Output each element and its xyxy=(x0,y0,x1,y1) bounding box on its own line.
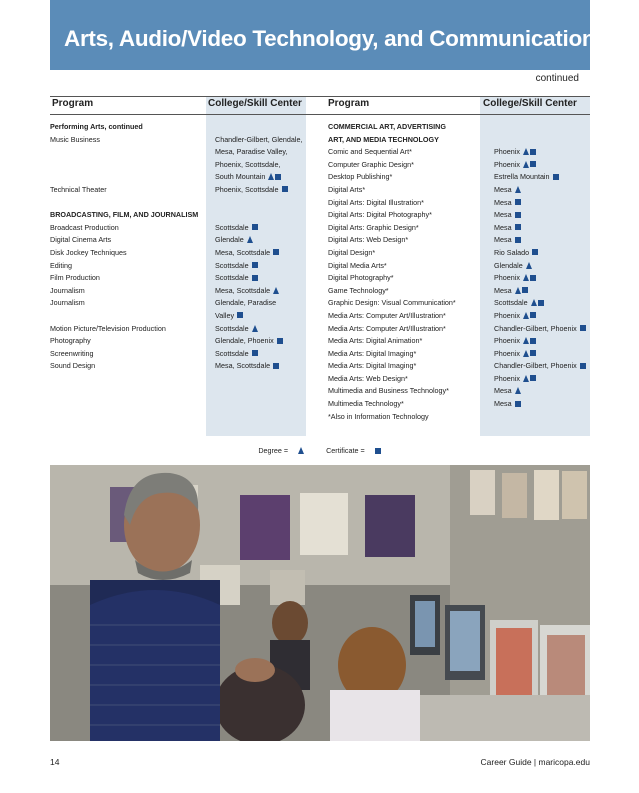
left-program-cell: Journalism xyxy=(50,285,85,295)
certificate-square-icon xyxy=(530,149,536,155)
college-name: Phoenix xyxy=(494,273,520,283)
college-name: Mesa xyxy=(494,210,512,220)
college-name: Scottsdale xyxy=(215,348,249,358)
title-banner xyxy=(50,0,608,70)
certificate-square-icon xyxy=(515,401,521,407)
degree-triangle-icon xyxy=(515,186,521,193)
right-program-cell: Digital Arts: Web Design* xyxy=(328,235,409,245)
right-program-cell: ART, AND MEDIA TECHNOLOGY xyxy=(328,134,439,144)
certificate-square-icon xyxy=(515,224,521,230)
college-name: Glendale, Paradise xyxy=(215,298,277,308)
right-program-cell: Digital Photography* xyxy=(328,273,394,283)
right-college-cell xyxy=(494,121,586,134)
right-college-cell xyxy=(494,146,586,159)
right-program-cell: Digital Media Arts* xyxy=(328,260,387,270)
college-name: Mesa xyxy=(494,222,512,232)
college-name: Mesa xyxy=(494,285,512,295)
right-program-cell: Media Arts: Web Design* xyxy=(328,373,408,383)
certificate-square-icon xyxy=(580,325,586,331)
college-name: South Mountain xyxy=(215,172,266,182)
right-program-cell: Digital Arts* xyxy=(328,184,366,194)
left-college-cell xyxy=(215,121,303,134)
degree-triangle-icon xyxy=(515,287,521,294)
right-college-cell xyxy=(494,260,586,273)
right-college-cell xyxy=(494,323,586,336)
right-program-column xyxy=(328,121,456,423)
right-college-cell xyxy=(494,360,586,373)
degree-triangle-icon xyxy=(523,375,529,382)
legend-degree-label: Degree = xyxy=(258,446,289,455)
right-college-cell xyxy=(494,348,586,361)
left-program-cell xyxy=(50,197,198,210)
left-college-cell xyxy=(215,222,303,235)
right-program-cell: Media Arts: Digital Imaging* xyxy=(328,361,417,371)
left-program-cell: Performing Arts, continued xyxy=(50,122,143,131)
left-program-cell xyxy=(50,159,198,172)
right-college-cell xyxy=(494,411,586,424)
right-program-cell: Media Arts: Digital Animation* xyxy=(328,336,423,346)
right-college-cell xyxy=(494,159,586,172)
degree-triangle-icon xyxy=(526,262,532,269)
left-college-cell xyxy=(215,260,303,273)
left-college-cell xyxy=(215,134,303,147)
left-college-cell xyxy=(215,285,303,298)
left-college-cell xyxy=(215,234,303,247)
left-program-column xyxy=(50,121,198,373)
left-college-cell xyxy=(215,184,303,197)
college-name: Chandler-Gilbert, Glendale, xyxy=(215,134,303,144)
right-program-cell: Media Arts: Digital Imaging* xyxy=(328,348,417,358)
left-college-cell xyxy=(215,335,303,348)
right-program-cell: Desktop Publishing* xyxy=(328,172,393,182)
left-college-cell xyxy=(215,348,303,361)
certificate-square-icon xyxy=(538,300,544,306)
certificate-square-icon xyxy=(375,448,381,454)
right-college-cell xyxy=(494,184,586,197)
college-name: Mesa xyxy=(494,184,512,194)
right-college-cell xyxy=(494,247,586,260)
right-college-cell xyxy=(494,335,586,348)
left-college-cell xyxy=(215,247,303,260)
left-college-cell xyxy=(215,297,303,310)
degree-triangle-icon xyxy=(273,287,279,294)
right-program-cell: Media Arts: Computer Art/Illustration* xyxy=(328,310,446,320)
table-header-rule xyxy=(50,114,590,115)
left-college-cell xyxy=(215,323,303,336)
degree-triangle-icon xyxy=(247,236,253,243)
college-name: Phoenix, Scottsdale xyxy=(215,184,279,194)
degree-triangle-icon xyxy=(252,325,258,332)
certificate-square-icon xyxy=(522,287,528,293)
right-program-cell: Game Technology* xyxy=(328,285,389,295)
degree-triangle-icon xyxy=(298,447,304,454)
page-title: Arts, Audio/Video Technology, and Communications xyxy=(64,26,608,51)
right-college-cell xyxy=(494,385,586,398)
college-name: Phoenix xyxy=(494,348,520,358)
left-program-cell: Technical Theater xyxy=(50,184,107,194)
right-program-cell: Digital Design* xyxy=(328,247,376,257)
college-name: Phoenix xyxy=(494,373,520,383)
college-name: Chandler-Gilbert, Phoenix xyxy=(494,361,577,371)
right-program-cell: Multimedia and Business Technology* xyxy=(328,386,449,396)
degree-triangle-icon xyxy=(523,148,529,155)
legend xyxy=(0,446,639,455)
classroom-photo xyxy=(50,465,590,741)
certificate-square-icon xyxy=(530,350,536,356)
left-program-cell: Screenwriting xyxy=(50,348,94,358)
right-college-cell xyxy=(494,171,586,184)
left-program-cell xyxy=(50,310,198,323)
right-program-cell: *Also in Information Technology xyxy=(328,411,429,421)
certificate-square-icon xyxy=(252,262,258,268)
college-name: Phoenix xyxy=(494,159,520,169)
right-program-cell: Multimedia Technology* xyxy=(328,399,404,409)
college-name: Glendale xyxy=(215,235,244,245)
certificate-square-icon xyxy=(252,224,258,230)
certificate-square-icon xyxy=(530,338,536,344)
college-name: Phoenix xyxy=(494,310,520,320)
left-program-cell xyxy=(50,146,198,159)
college-name: Scottsdale xyxy=(215,222,249,232)
right-college-cell xyxy=(494,398,586,411)
left-program-cell: Photography xyxy=(50,336,91,346)
left-program-cell: Broadcast Production xyxy=(50,222,119,232)
certificate-square-icon xyxy=(273,363,279,369)
left-program-cell: Journalism xyxy=(50,298,85,308)
left-program-cell: Motion Picture/Television Production xyxy=(50,323,166,333)
certificate-square-icon xyxy=(237,312,243,318)
college-name: Scottsdale xyxy=(215,260,249,270)
certificate-square-icon xyxy=(530,312,536,318)
certificate-square-icon xyxy=(553,174,559,180)
left-program-cell: Editing xyxy=(50,260,72,270)
degree-triangle-icon xyxy=(515,387,521,394)
college-name: Rio Salado xyxy=(494,247,530,257)
left-program-header: Program xyxy=(52,98,94,109)
legend-certificate-label: Certificate = xyxy=(326,446,365,455)
right-program-cell: Graphic Design: Visual Communication* xyxy=(328,298,456,308)
college-name: Mesa, Scottsdale xyxy=(215,361,271,371)
certificate-square-icon xyxy=(275,174,281,180)
college-name: Phoenix xyxy=(494,147,520,157)
continued-label: continued xyxy=(535,73,579,84)
college-name: Chandler-Gilbert, Phoenix xyxy=(494,323,577,333)
left-program-cell: Disk Jockey Techniques xyxy=(50,247,127,257)
right-college-cell xyxy=(494,285,586,298)
college-name: Mesa xyxy=(494,399,512,409)
college-name: Mesa, Scottsdale xyxy=(215,285,271,295)
certificate-square-icon xyxy=(530,375,536,381)
right-college-cell xyxy=(494,234,586,247)
certificate-square-icon xyxy=(515,212,521,218)
table-top-rule xyxy=(50,96,590,97)
degree-triangle-icon xyxy=(268,173,274,180)
right-college-cell xyxy=(494,272,586,285)
right-college-cell xyxy=(494,134,586,147)
certificate-square-icon xyxy=(515,199,521,205)
certificate-square-icon xyxy=(273,249,279,255)
left-college-column xyxy=(215,121,303,373)
college-name: Phoenix, Scottsdale, xyxy=(215,159,281,169)
college-name: Mesa, Paradise Valley, xyxy=(215,147,288,157)
college-name: Estrella Mountain xyxy=(494,172,550,182)
certificate-square-icon xyxy=(532,249,538,255)
right-college-header: College/Skill Center xyxy=(483,98,577,109)
certificate-square-icon xyxy=(530,161,536,167)
college-name: Phoenix xyxy=(494,336,520,346)
right-college-cell xyxy=(494,222,586,235)
left-college-cell xyxy=(215,310,303,323)
college-name: Scottsdale xyxy=(215,273,249,283)
certificate-square-icon xyxy=(252,275,258,281)
left-college-cell xyxy=(215,272,303,285)
certificate-square-icon xyxy=(580,363,586,369)
certificate-square-icon xyxy=(282,186,288,192)
college-name: Mesa xyxy=(494,197,512,207)
right-college-cell xyxy=(494,310,586,323)
right-college-cell xyxy=(494,197,586,210)
degree-triangle-icon xyxy=(531,299,537,306)
college-name: Mesa xyxy=(494,235,512,245)
certificate-square-icon xyxy=(530,275,536,281)
left-college-cell xyxy=(215,159,303,172)
right-program-header: Program xyxy=(328,98,370,109)
college-name: Valley xyxy=(215,310,235,320)
right-program-cell: Computer Graphic Design* xyxy=(328,159,414,169)
college-name: Glendale xyxy=(494,260,523,270)
left-college-header: College/Skill Center xyxy=(208,98,302,109)
left-college-cell xyxy=(215,360,303,373)
left-college-cell xyxy=(215,171,303,184)
right-college-column xyxy=(494,121,586,423)
page-number: 14 xyxy=(50,757,60,767)
degree-triangle-icon xyxy=(523,161,529,168)
left-program-cell: Sound Design xyxy=(50,361,96,371)
right-program-cell: Comic and Sequential Art* xyxy=(328,147,412,157)
college-name: Scottsdale xyxy=(494,298,528,308)
degree-triangle-icon xyxy=(523,337,529,344)
degree-triangle-icon xyxy=(523,350,529,357)
right-college-cell xyxy=(494,297,586,310)
left-program-cell: Music Business xyxy=(50,134,100,144)
college-name: Mesa xyxy=(494,386,512,396)
right-college-cell xyxy=(494,373,586,386)
right-program-cell: Digital Arts: Digital Illustration* xyxy=(328,197,424,207)
left-college-cell xyxy=(215,197,303,210)
college-name: Mesa, Scottsdale xyxy=(215,247,271,257)
degree-triangle-icon xyxy=(523,312,529,319)
left-program-cell: BROADCASTING, FILM, AND JOURNALISM xyxy=(50,210,199,220)
certificate-square-icon xyxy=(252,350,258,356)
certificate-square-icon xyxy=(277,338,283,344)
right-program-cell: Media Arts: Computer Art/Illustration* xyxy=(328,323,446,333)
left-program-cell: Film Production xyxy=(50,273,100,283)
college-name: Scottsdale xyxy=(215,323,249,333)
right-program-cell: COMMERCIAL ART, ADVERTISING xyxy=(328,122,446,131)
degree-triangle-icon xyxy=(523,274,529,281)
footer-site: Career Guide | maricopa.edu xyxy=(480,757,590,767)
certificate-square-icon xyxy=(515,237,521,243)
right-program-cell: Digital Arts: Digital Photography* xyxy=(328,210,432,220)
left-program-cell xyxy=(50,171,198,184)
college-name: Glendale, Phoenix xyxy=(215,336,274,346)
right-college-cell xyxy=(494,209,586,222)
left-program-cell: Digital Cinema Arts xyxy=(50,235,112,245)
left-college-cell xyxy=(215,209,303,222)
right-program-cell: Digital Arts: Graphic Design* xyxy=(328,222,419,232)
left-college-cell xyxy=(215,146,303,159)
